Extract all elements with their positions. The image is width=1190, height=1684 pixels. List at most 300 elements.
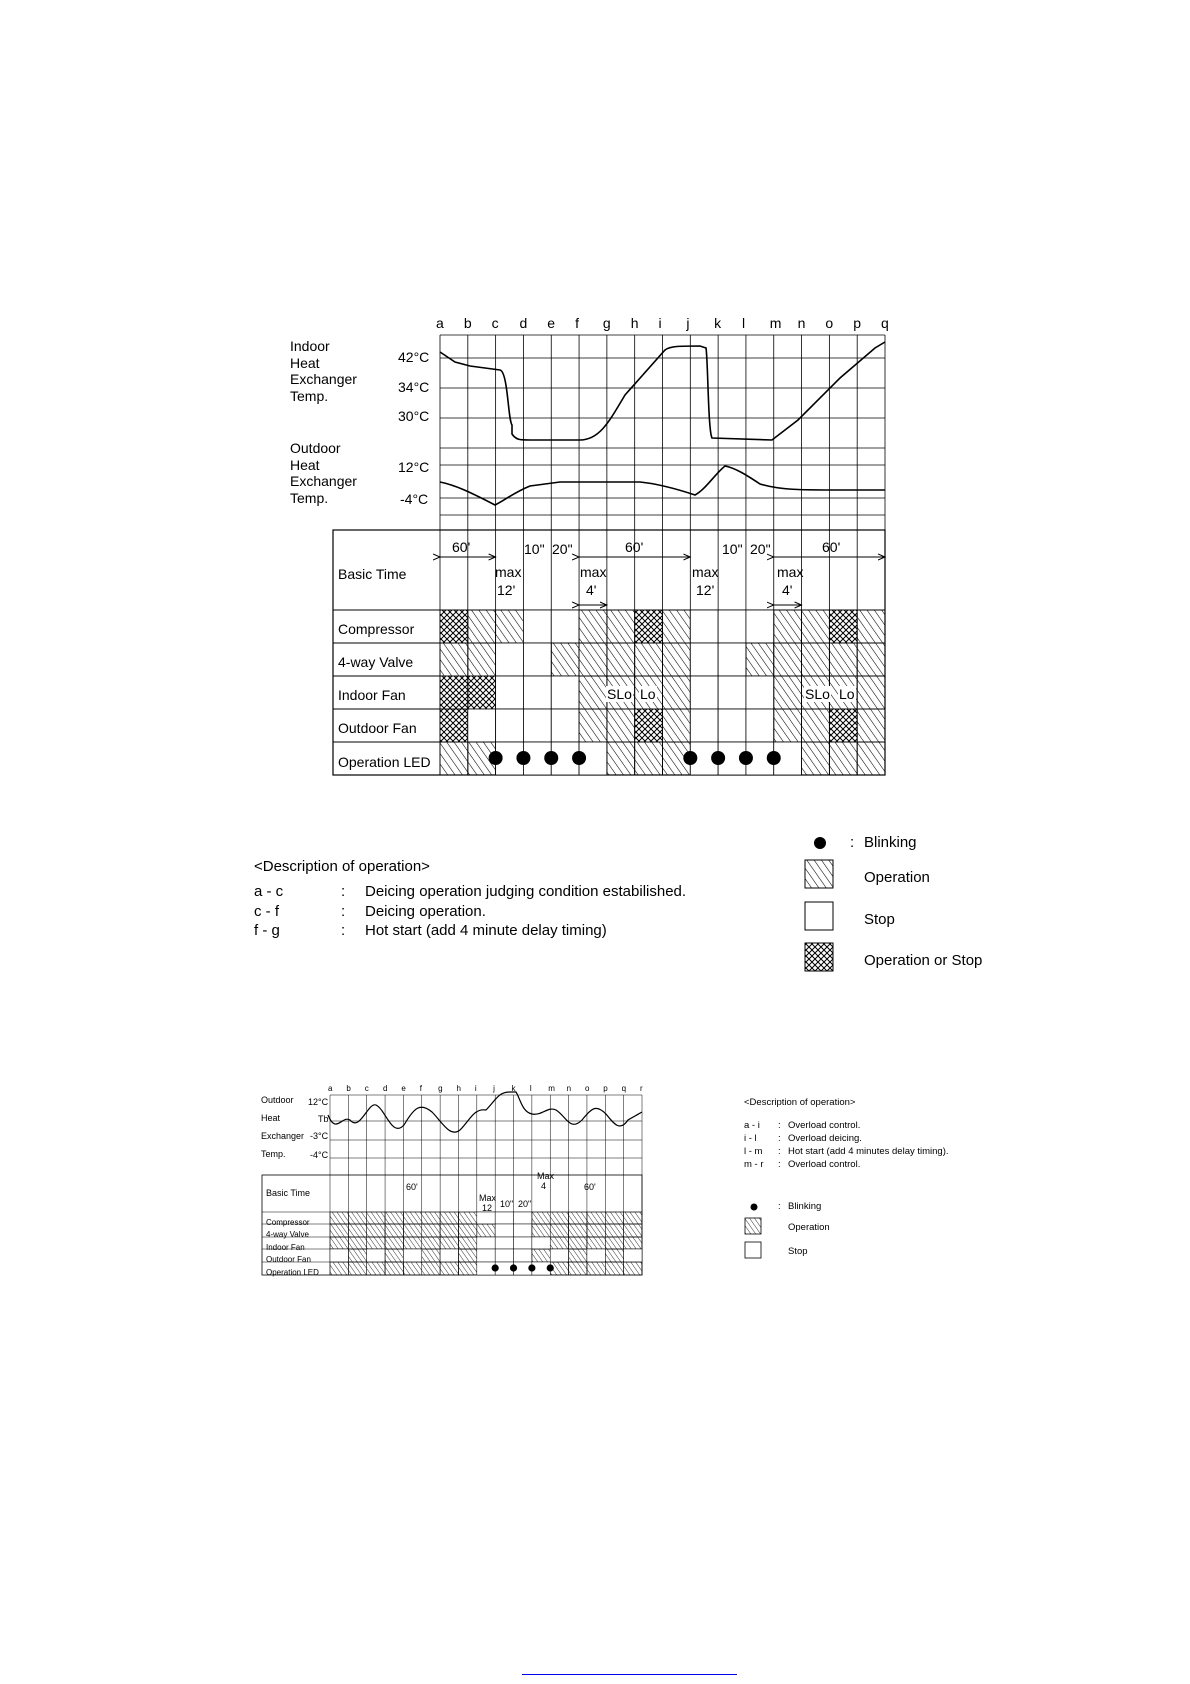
led-blink-dot [683,751,697,765]
row-label-operation-led: Operation LED [338,754,431,770]
footer-link-underline[interactable] [522,1674,737,1675]
legend-blinking-dot-icon [814,837,826,849]
bottom-row-label-4way-valve: 4-way Valve [266,1230,309,1239]
top-state-cell-valve [579,643,607,676]
top-state-cell-valve [440,643,468,676]
top-state-cell-valve [857,643,885,676]
bottom-state-cell-valve [477,1224,495,1237]
label-line: Heat [290,456,320,473]
basic-time-60-1: 60' [452,539,471,555]
top-state-cell-outdoor_fan [579,709,607,742]
bottom-legend-stop: Stop [788,1246,808,1257]
bottom-col-label: b [346,1084,351,1093]
bottom-state-cell-valve [624,1224,642,1237]
bottom-state-cell-led [587,1262,605,1275]
top-legend-blinking: Blinking [864,834,917,851]
bottom-state-cell-compressor [624,1212,642,1224]
bottom-row-label-operation-led: Operation LED [266,1268,319,1277]
top-desc-sep-3: : [341,922,346,939]
top-state-cell-outdoor_fan [551,709,579,742]
bottom-state-cell-valve [385,1224,403,1237]
led-blink-dot [711,751,725,765]
bottom-state-cell-outdoor_fan [587,1249,605,1262]
bottom-state-cell-led [605,1262,623,1275]
top-col-label: q [881,315,889,331]
top-col-label: a [436,315,444,331]
top-state-cell-indoor_fan [774,676,802,709]
top-state-cell-outdoor_fan [829,709,857,742]
bottom-state-cell-compressor [495,1212,513,1224]
label-line: Outdoor [290,440,341,456]
indoor-fan-lo-1: Lo [640,686,656,702]
top-state-cell-compressor [802,610,830,643]
top-state-cell-indoor_fan [440,676,468,709]
bottom-state-cell-valve [330,1224,348,1237]
bottom-col-label: p [603,1084,608,1093]
top-col-label: j [686,315,690,331]
bottom-state-cell-valve [440,1224,458,1237]
top-state-cell-compressor [718,610,746,643]
bottom-state-cell-led [348,1262,366,1275]
overload-outdoor-label [261,1091,304,1163]
bottom-state-cell-compressor [348,1212,366,1224]
indoor-fan-lo-2: Lo [839,686,855,702]
bottom-col-label: k [511,1084,516,1093]
top-state-cell-outdoor_fan [774,709,802,742]
top-state-cell-led [857,742,885,775]
basic-time-60-2: 60' [625,539,644,555]
led-blink-dot [489,751,503,765]
bottom-legend-blinking: Blinking [788,1201,822,1212]
bottom-desc-sep-2: : [778,1133,781,1144]
bottom-state-cell-indoor_fan [495,1237,513,1249]
bottom-row-label-outdoor-fan: Outdoor Fan [266,1255,311,1264]
bottom-state-cell-indoor_fan [624,1237,642,1249]
row-label-4way-valve: 4-way Valve [338,654,414,670]
bottom-tick-minus3: -3°C [310,1131,329,1141]
bottom-state-cell-outdoor_fan [495,1249,513,1262]
bottom-state-cell-indoor_fan [440,1237,458,1249]
bottom-basic-max-1: Max [479,1193,497,1203]
top-state-cell-outdoor_fan [802,709,830,742]
led-blink-dot [572,751,586,765]
label-line: Temp. [290,489,329,506]
bottom-state-cell-led [330,1262,348,1275]
top-state-cell-valve [690,643,718,676]
bottom-state-cell-compressor [514,1212,532,1224]
bottom-state-cell-outdoor_fan [403,1249,421,1262]
top-state-cell-valve [551,643,579,676]
label-line: Exchanger [261,1131,305,1141]
top-state-cell-outdoor_fan [635,709,663,742]
bottom-led-blink-dot [547,1264,554,1271]
label-line: Outdoor [261,1095,294,1105]
bottom-state-cell-valve [458,1224,476,1237]
top-state-cell-valve [607,643,635,676]
bottom-legend-blinking-dot-icon [751,1204,758,1211]
bottom-description-title: <Description of operation> [744,1097,856,1108]
bottom-state-cell-compressor [422,1212,440,1224]
top-desc-sep-2: : [341,903,346,920]
top-col-label: l [741,315,746,331]
top-state-cell-indoor_fan [496,676,524,709]
top-col-label: m [769,315,782,331]
bottom-col-label: m [548,1084,555,1093]
top-state-cell-indoor_fan [579,676,607,709]
bottom-desc-sep-4: : [778,1159,781,1170]
bottom-state-cell-outdoor_fan [477,1249,495,1262]
bottom-state-cell-outdoor_fan [367,1249,385,1262]
basic-time-10-1: 10" [524,541,545,557]
basic-time-20-2: 20" [750,541,771,557]
top-desc-range-3: f - g [254,922,280,939]
top-col-label: o [825,315,834,331]
tick-12: 12°C [398,459,430,475]
top-state-cell-compressor [496,610,524,643]
top-state-cell-indoor_fan [551,676,579,709]
bottom-desc-range-3: l - m [744,1146,763,1157]
bottom-state-cell-indoor_fan [458,1237,476,1249]
bottom-led-blink-dot [492,1264,499,1271]
basic-time-max-2-value: 4' [586,582,597,598]
bottom-state-cell-compressor [587,1212,605,1224]
tick-42: 42°C [398,349,430,365]
top-state-cell-led [829,742,857,775]
top-col-label: h [630,315,639,331]
bottom-state-cell-compressor [550,1212,568,1224]
bottom-state-cell-outdoor_fan [550,1249,568,1262]
bottom-state-cell-indoor_fan [605,1237,623,1249]
bottom-state-cell-valve [587,1224,605,1237]
label-line: Temp. [290,387,329,404]
bottom-basic-10: 10" [500,1199,514,1209]
bottom-state-cell-indoor_fan [477,1237,495,1249]
bottom-basic-20: 20" [518,1199,532,1209]
bottom-legend-swatches [740,1198,770,1268]
top-description-title: <Description of operation> [254,858,430,875]
bottom-row-label-basic-time: Basic Time [266,1188,311,1198]
top-state-cell-compressor [468,610,496,643]
bottom-state-cell-compressor [385,1212,403,1224]
bottom-state-cell-indoor_fan [367,1237,385,1249]
bottom-state-rows [330,1212,642,1275]
bottom-led-blink-dot [510,1264,517,1271]
top-state-cell-indoor_fan [690,676,718,709]
bottom-state-cell-indoor_fan [569,1237,587,1249]
top-state-cell-outdoor_fan [440,709,468,742]
bottom-desc-sep-1: : [778,1120,781,1131]
basic-time-20-1: 20" [552,541,573,557]
bottom-state-cell-led [440,1262,458,1275]
top-desc-range-2: c - f [254,903,279,920]
top-state-cell-valve [802,643,830,676]
top-state-cell-indoor_fan [746,676,774,709]
tick-34: 34°C [398,379,430,395]
top-state-cell-led [802,742,830,775]
top-state-cell-valve [774,643,802,676]
basic-time-max-3-value: 12' [696,582,715,598]
bottom-state-cell-compressor [605,1212,623,1224]
bottom-state-cell-valve [569,1224,587,1237]
bottom-state-cell-outdoor_fan [514,1249,532,1262]
top-desc-text-2: Deicing operation. [365,903,486,920]
legend-operation-or-stop-swatch [805,943,833,971]
row-label-indoor-fan: Indoor Fan [338,687,406,703]
bottom-col-label: a [328,1084,333,1093]
top-legend-swatches [800,830,840,980]
basic-time-max-4: max [777,564,804,580]
indoor-fan-slo-1: SLo [607,686,632,702]
top-state-cell-indoor_fan [663,676,691,709]
led-blink-dot [739,751,753,765]
outdoor-temp-label [290,440,357,506]
bottom-desc-text-2: Overload deicing. [788,1133,862,1144]
bottom-row-label-indoor-fan: Indoor Fan [266,1243,305,1252]
bottom-state-cell-outdoor_fan [330,1249,348,1262]
top-state-cell-compressor [746,610,774,643]
top-state-cell-led [440,742,468,775]
bottom-state-cell-indoor_fan [422,1237,440,1249]
bottom-state-cell-indoor_fan [330,1237,348,1249]
bottom-state-cell-outdoor_fan [385,1249,403,1262]
top-state-cell-indoor_fan [523,676,551,709]
bottom-basic-max-2: Max [537,1171,555,1181]
bottom-state-cell-compressor [367,1212,385,1224]
top-state-cell-outdoor_fan [690,709,718,742]
led-blink-dot [544,751,558,765]
top-state-cell-valve [663,643,691,676]
top-state-cell-compressor [829,610,857,643]
bottom-legend-operation-swatch [745,1218,761,1234]
top-col-label: b [463,315,472,331]
bottom-state-cell-valve [514,1224,532,1237]
top-col-label: i [658,315,662,331]
top-state-cell-compressor [690,610,718,643]
top-state-cell-valve [523,643,551,676]
label-line: Indoor [290,338,330,354]
bottom-col-label: f [419,1084,422,1093]
bottom-state-cell-compressor [403,1212,421,1224]
bottom-col-label: n [566,1084,572,1093]
top-legend-operation-or-stop: Operation or Stop [864,952,983,969]
row-label-compressor: Compressor [338,621,415,637]
bottom-state-cell-compressor [569,1212,587,1224]
top-state-cell-valve [829,643,857,676]
bottom-state-cell-led [422,1262,440,1275]
bottom-desc-range-1: a - i [744,1120,760,1131]
bottom-col-label: r [640,1084,643,1093]
top-state-cell-outdoor_fan [857,709,885,742]
label-line: Exchanger [290,371,357,387]
bottom-state-cell-indoor_fan [514,1237,532,1249]
bottom-basic-60-1: 60' [406,1182,418,1192]
bottom-col-label: g [438,1084,443,1093]
bottom-state-cell-valve [532,1224,550,1237]
bottom-desc-text-1: Overload control. [788,1120,861,1131]
bottom-desc-text-3: Hot start (add 4 minutes delay timing). [788,1146,949,1157]
bottom-legend-operation: Operation [788,1222,830,1233]
top-state-cell-compressor [857,610,885,643]
top-desc-text-3: Hot start (add 4 minute delay timing) [365,922,607,939]
top-state-cell-outdoor_fan [718,709,746,742]
bottom-desc-sep-3: : [778,1146,781,1157]
bottom-col-label: j [493,1084,495,1093]
bottom-col-label: l [529,1084,532,1093]
basic-time-60-3: 60' [822,539,841,555]
bottom-col-label: o [584,1084,590,1093]
top-col-label: e [547,315,556,331]
top-legend-sep: : [850,834,855,851]
bottom-state-cell-outdoor_fan [624,1249,642,1262]
top-state-cell-compressor [774,610,802,643]
bottom-col-label: i [474,1084,477,1093]
basic-time-max-3: max [692,564,719,580]
bottom-state-cell-valve [348,1224,366,1237]
top-state-cell-valve [718,643,746,676]
bottom-state-cell-led [624,1262,642,1275]
overload-outdoor-temp-curve [328,1092,642,1132]
top-state-cell-valve [496,643,524,676]
row-label-outdoor-fan: Outdoor Fan [338,720,417,736]
bottom-tick-minus4: -4°C [310,1150,329,1160]
top-col-label: k [714,315,722,331]
top-col-label: c [491,315,499,331]
top-state-cell-outdoor_fan [607,709,635,742]
top-state-cell-valve [635,643,663,676]
led-blink-dot [767,751,781,765]
bottom-state-cell-indoor_fan [403,1237,421,1249]
top-state-cell-compressor [523,610,551,643]
top-desc-text-1: Deicing operation judging condition estabilished. [365,883,687,900]
label-line: Temp. [261,1149,286,1159]
bottom-state-cell-outdoor_fan [422,1249,440,1262]
top-state-cell-valve [468,643,496,676]
top-state-cell-outdoor_fan [746,709,774,742]
bottom-tick-12: 12°C [308,1097,329,1107]
bottom-state-cell-led [403,1262,421,1275]
label-line: Heat [261,1113,281,1123]
top-legend-operation: Operation [864,869,930,886]
row-label-basic-time: Basic Time [338,566,407,582]
legend-stop-swatch [805,902,833,930]
bottom-state-cell-valve [422,1224,440,1237]
bottom-state-cell-outdoor_fan [348,1249,366,1262]
bottom-tick-tb: Tb [318,1114,329,1124]
top-state-cell-compressor [440,610,468,643]
top-col-label: f [575,315,579,331]
top-col-label: n [797,315,806,331]
bottom-state-cell-led [367,1262,385,1275]
top-state-cell-indoor_fan [718,676,746,709]
top-desc-range-1: a - c [254,883,284,900]
bottom-basic-max-1-value: 12 [482,1203,493,1213]
bottom-state-cell-valve [403,1224,421,1237]
bottom-state-cell-led [385,1262,403,1275]
tick-minus4: -4°C [400,491,429,507]
bottom-state-cell-led [569,1262,587,1275]
top-state-cell-outdoor_fan [523,709,551,742]
bottom-desc-range-2: i - l [744,1133,757,1144]
top-state-cell-outdoor_fan [468,709,496,742]
bottom-col-label: e [401,1084,406,1093]
bottom-state-cell-valve [605,1224,623,1237]
top-state-cell-led [635,742,663,775]
top-state-cell-compressor [551,610,579,643]
bottom-state-cell-compressor [458,1212,476,1224]
bottom-state-cell-outdoor_fan [532,1249,550,1262]
label-line: Exchanger [290,473,357,489]
top-desc-sep-1: : [341,883,346,900]
top-state-cell-compressor [663,610,691,643]
indoor-temp-label [290,338,357,404]
bottom-state-cell-indoor_fan [385,1237,403,1249]
bottom-legend-sep: : [778,1201,781,1212]
legend-operation-swatch [805,860,833,888]
label-line: Heat [290,354,320,371]
top-col-label: d [519,315,528,331]
top-col-label: p [853,315,861,331]
top-state-cell-outdoor_fan [496,709,524,742]
top-state-cell-compressor [635,610,663,643]
basic-time-max-1: max [495,564,522,580]
basic-time-max-4-value: 4' [782,582,793,598]
bottom-state-cell-compressor [330,1212,348,1224]
bottom-state-cell-outdoor_fan [458,1249,476,1262]
top-state-cell-led [607,742,635,775]
bottom-legend-stop-swatch [745,1242,761,1258]
bottom-state-cell-compressor [477,1212,495,1224]
basic-time-max-2: max [580,564,607,580]
bottom-state-cell-outdoor_fan [569,1249,587,1262]
bottom-col-label: d [383,1084,388,1093]
bottom-state-cell-valve [367,1224,385,1237]
top-col-label: g [602,315,611,331]
bottom-basic-max-2-value: 4 [541,1181,547,1191]
basic-time-max-1-value: 12' [497,582,516,598]
tick-30: 30°C [398,408,430,424]
bottom-col-label: h [456,1084,461,1093]
top-state-cell-valve [746,643,774,676]
bottom-state-cell-outdoor_fan [605,1249,623,1262]
bottom-desc-text-4: Overload control. [788,1159,861,1170]
top-state-cell-outdoor_fan [663,709,691,742]
bottom-basic-60-2: 60' [584,1182,596,1192]
bottom-state-cell-compressor [532,1212,550,1224]
bottom-state-cell-valve [495,1224,513,1237]
led-blink-dot [516,751,530,765]
top-state-cell-compressor [607,610,635,643]
bottom-state-cell-indoor_fan [587,1237,605,1249]
basic-time-10-2: 10" [722,541,743,557]
bottom-row-label-compressor: Compressor [266,1218,310,1227]
bottom-desc-range-4: m - r [744,1159,764,1170]
bottom-state-cell-valve [550,1224,568,1237]
bottom-state-cell-indoor_fan [532,1237,550,1249]
bottom-state-cell-indoor_fan [550,1237,568,1249]
indoor-fan-slo-2: SLo [805,686,830,702]
bottom-col-label: q [621,1084,627,1093]
bottom-state-cell-outdoor_fan [440,1249,458,1262]
bottom-led-blink-dot [528,1264,535,1271]
bottom-state-cell-compressor [440,1212,458,1224]
bottom-state-cell-indoor_fan [348,1237,366,1249]
top-state-cell-indoor_fan [468,676,496,709]
bottom-state-cell-led [458,1262,476,1275]
top-legend-stop: Stop [864,911,895,928]
top-state-cell-indoor_fan [857,676,885,709]
bottom-col-label: c [364,1084,369,1093]
top-state-cell-compressor [579,610,607,643]
